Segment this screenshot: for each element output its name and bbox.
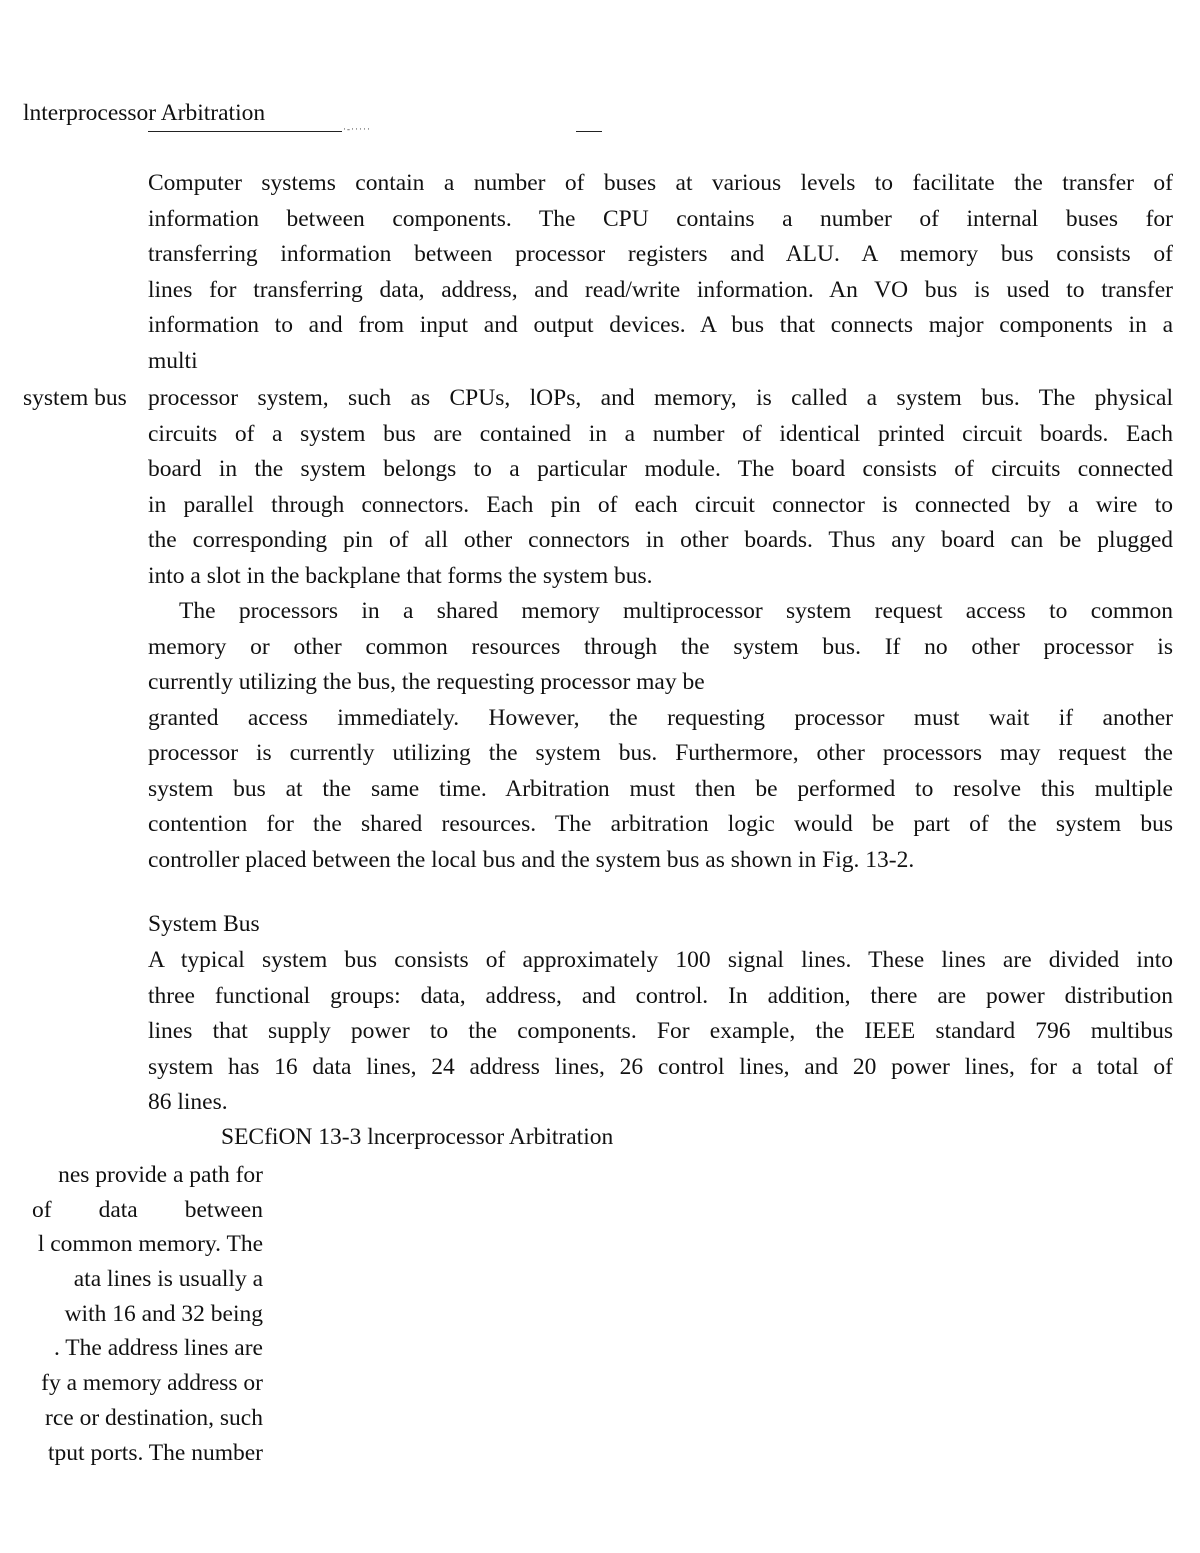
paragraph-line: granted access immediately. However, the requesting processor must wait if another bbox=[148, 704, 1173, 731]
fragment-line: with 16 and 32 being bbox=[64, 1300, 263, 1327]
paragraph-line: three functional groups: data, address, and control. In addition, there are power distribution bbox=[148, 982, 1173, 1009]
paragraph-line: processor system, such as CPUs, lOPs, and memory, is called a system bus. The physical bbox=[148, 385, 1173, 411]
subsection-heading: System Bus bbox=[148, 911, 260, 937]
paragraph-line: system has 16 data lines, 24 address lines, 26 control lines, and 20 power lines, for a total of bbox=[148, 1053, 1173, 1080]
paragraph-line: circuits of a system bus are contained in a number of identical printed circuit boards. Each bbox=[148, 420, 1173, 447]
paragraph-2 bbox=[148, 381, 1173, 594]
margin-label: system bus bbox=[23, 385, 127, 411]
title-underline bbox=[148, 131, 342, 132]
fragment-line: of data between bbox=[32, 1196, 263, 1223]
running-head: SECfiON 13-3 lncerprocessor Arbitration bbox=[221, 1124, 614, 1150]
paragraph-line: board in the system belongs to a particular module. The board consists of circuits connected bbox=[148, 456, 1173, 482]
section-title: lnterprocessor Arbitration bbox=[23, 100, 266, 126]
paragraph-line: A typical system bus consists of approximately 100 signal lines. These lines are divided into bbox=[148, 947, 1173, 973]
paragraph-line: contention for the shared resources. The arbitration logic would be part of the system bus bbox=[148, 811, 1173, 837]
title-dash bbox=[576, 131, 602, 132]
paragraph-line: information between components. The CPU contains a number of internal buses for bbox=[148, 205, 1173, 232]
fragment-line: fy a memory address or bbox=[41, 1370, 263, 1397]
paragraph-4 bbox=[148, 943, 1173, 1121]
paragraph-1 bbox=[148, 166, 1173, 379]
fragment-line: ata lines is usually a bbox=[73, 1266, 263, 1293]
paragraph-line: processor is currently utilizing the system bus. Furthermore, other processors may request the bbox=[148, 740, 1173, 766]
paragraph-line: 86 lines. bbox=[148, 1089, 228, 1115]
fragment-line: rce or destination, such bbox=[45, 1404, 263, 1431]
title-dots: ·-····· bbox=[343, 124, 371, 134]
paragraph-line: lines for transferring data, address, and read/write information. An VO bus is used to transfer bbox=[148, 276, 1173, 303]
fragment-line: . The address lines are bbox=[53, 1335, 263, 1362]
paragraph-line: multi bbox=[148, 347, 198, 374]
paragraph-line: the corresponding pin of all other connectors in other boards. Thus any board can be plugged bbox=[148, 527, 1173, 553]
paragraph-line: memory or other common resources through the system bus. If no other processor is bbox=[148, 633, 1173, 660]
paragraph-line: information to and from input and output devices. A bus that connects major components in a bbox=[148, 312, 1173, 338]
paragraph-line: currently utilizing the bus, the requesting processor may be bbox=[148, 669, 705, 695]
column-fragment bbox=[0, 1158, 263, 1470]
fragment-line: nes provide a path for bbox=[58, 1162, 263, 1188]
paragraph-line: lines that supply power to the components. For example, the IEEE standard 796 multibus bbox=[148, 1018, 1173, 1044]
paragraph-line: transferring information between processor registers and ALU. A memory bus consists of bbox=[148, 241, 1173, 267]
fragment-line: tput ports. The number bbox=[48, 1439, 263, 1466]
paragraph-line: Computer systems contain a number of buses at various levels to facilitate the transfer of bbox=[148, 170, 1173, 196]
paragraph-line: system bus at the same time. Arbitration must then be performed to resolve this multiple bbox=[148, 775, 1173, 802]
paragraph-3 bbox=[148, 594, 1173, 878]
paragraph-line: in parallel through connectors. Each pin of each circuit connector is connected by a wire to bbox=[148, 491, 1173, 518]
paragraph-line: into a slot in the backplane that forms the system bus. bbox=[148, 562, 653, 589]
fragment-line: l common memory. The bbox=[37, 1231, 263, 1258]
paragraph-line: The processors in a shared memory multiprocessor system request access to common bbox=[179, 598, 1173, 624]
paragraph-line: controller placed between the local bus and the system bus as shown in Fig. 13-2. bbox=[148, 846, 915, 873]
